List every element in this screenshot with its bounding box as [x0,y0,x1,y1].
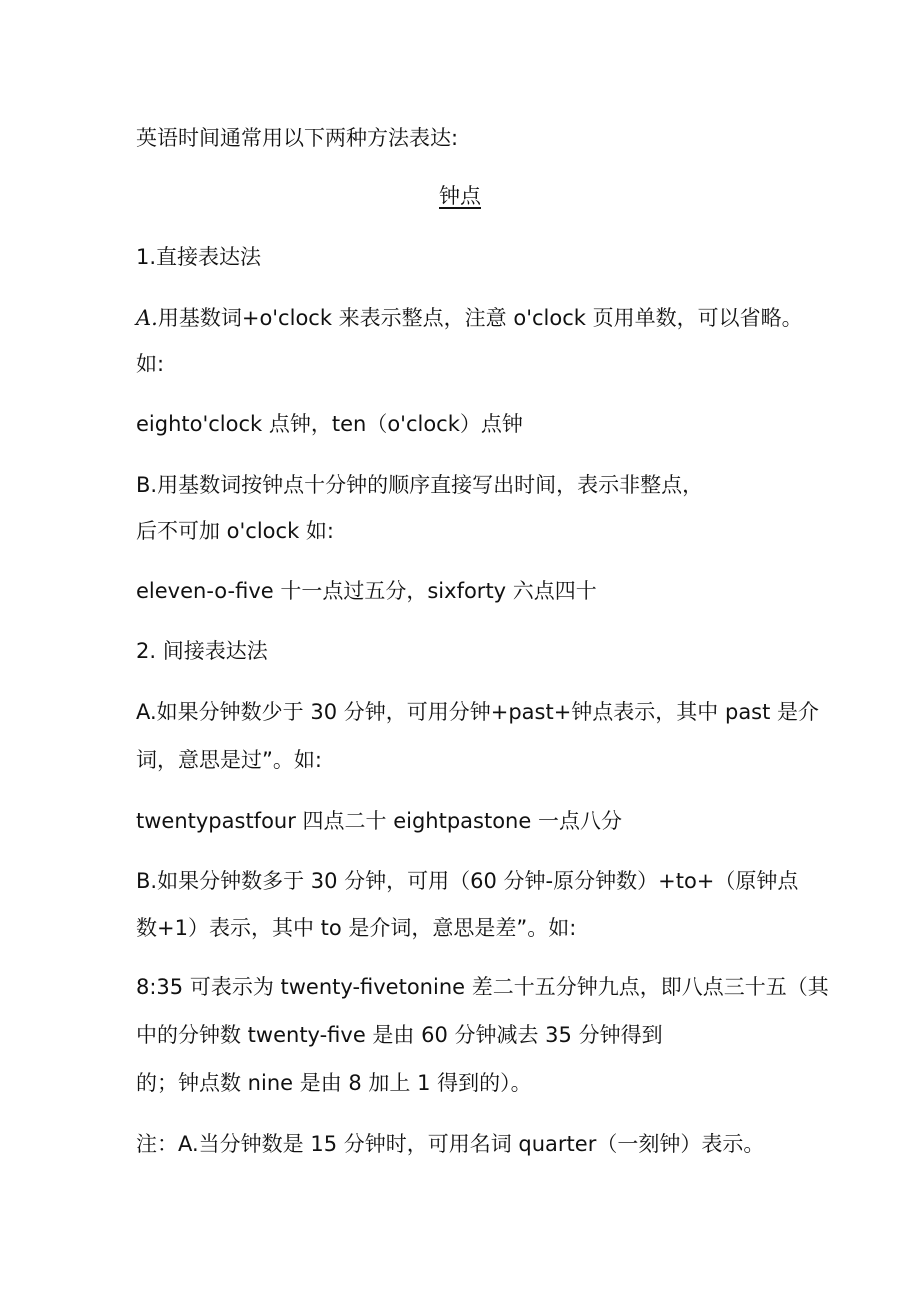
example-4-line1: 8:35 可表示为 twenty-fivetonine 差二十五分钟九点，即八点三十五（其 [136,975,829,999]
rule-a1-line1 [136,304,880,332]
example-2: eleven-o-five 十一点过五分，sixforty 六点四十 [136,579,597,603]
rule-a2-line1: A.如果分钟数少于 30 分钟，可用分钟+past+钟点表示，其中 past 是介 [136,700,820,724]
rule-a2-line2: 词，意思是过”。如: [136,748,322,772]
rule-a1-prefix: A. [136,306,158,330]
rule-b1-line1: B.用基数词按钟点十分钟的顺序直接写出时间，表示非整点， [136,473,704,497]
example-4-line2: 中的分钟数 twenty-five 是由 60 分钟减去 35 分钟得到 [136,1023,663,1047]
heading-direct-method: 1.直接表达法 [136,245,262,269]
intro-text: 英语时间通常用以下两种方法表达: [136,126,459,150]
rule-b2-line1: B.如果分钟数多于 30 分钟，可用（60 分钟-原分钟数）+to+（原钟点 [136,869,799,893]
section-title: 钟点 [439,184,481,208]
example-1: eighto'clock 点钟，ten（o'clock）点钟 [136,412,523,436]
rule-b2-line2: 数+1）表示，其中 to 是介词，意思是差”。如: [136,916,577,940]
example-3: twentypastfour 四点二十 eightpastone 一点八分 [136,809,622,833]
heading-indirect-method: 2. 间接表达法 [136,639,268,663]
note-text: 注：A.当分钟数是 15 分钟时，可用名词 quarter（一刻钟）表示。 [136,1132,765,1156]
rule-b1-line2: 后不可加 o'clock 如: [136,519,334,543]
rule-a1-text: 用基数词+o'clock 来表示整点，注意 o'clock 页用单数，可以省略。 [157,306,803,330]
example-4-line3: 的；钟点数 nine 是由 8 加上 1 得到的）。 [136,1071,532,1095]
rule-a1-line2: 如: [136,352,165,376]
